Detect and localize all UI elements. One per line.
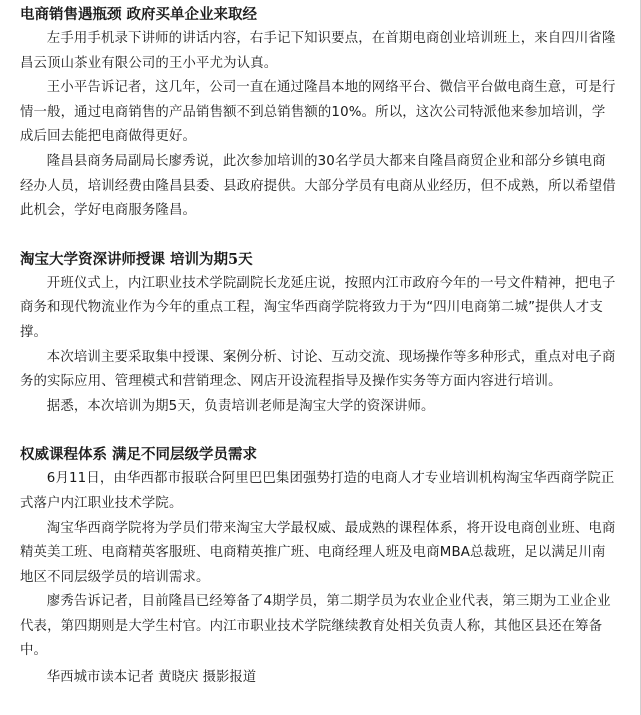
paragraph: 廖秀告诉记者，目前隆昌已经筹备了4期学员，第二期学员为农业企业代表，第三期为工业企业代表，第四期则是大学生村官。内江市职业技术学院继续教育处相关负责人称，其他区县还在筹备中。 [20,594,611,659]
section-spacer [20,419,618,443]
section-spacer [20,224,618,248]
section-2 [20,248,618,420]
section-3 [20,443,618,664]
paragraph: 隆昌县商务局副局长廖秀说，此次参加培训的30名学员大都来自隆昌商贸企业和部分乡镇电商经办人员，培训经费由隆昌县委、县政府提供。大部分学员有电商从业经历，但不成熟，所以希望借此机会，学好电商服务隆昌。 [20,153,616,219]
section-heading: 权威课程体系 满足不同层级学员需求 [20,446,258,464]
article-body [20,3,618,690]
paragraph: 6月11日，由华西都市报联合阿里巴巴集团强势打造的电商人才专业培训机构淘宝华西商学院正式落户内江职业技术学院。 [20,471,615,511]
section-1 [20,3,618,224]
byline: 华西城市读本记者 黄晓庆 摄影报道 [46,670,257,686]
section-heading: 淘宝大学资深讲师授课 培训为期5天 [20,250,253,268]
paragraph: 淘宝华西商学院将为学员们带来淘宝大学最权威、最成熟的课程体系，将开设电商创业班、电商精英美工班、电商精英客服班、电商精英推广班、电商经理人班及电商MBA总裁班，足以满足川南地区不同层级学员的培训需求。 [20,520,616,585]
paragraph: 据悉，本次培训为期5天，负责培训老师是淘宝大学的资深讲师。 [46,398,435,414]
paragraph: 王小平告诉记者，这几年，公司一直在通过隆昌本地的网络平台、微信平台做电商生意，可是行情一般，通过电商销售的产品销售额不到总销售额的10%。所以，这次公司特派他来参加培训，学成后回去能把电商做得更好。 [20,80,616,145]
paragraph: 左手用手机录下讲师的讲话内容，右手记下知识要点，在首期电商创业培训班上，来自四川省隆昌云顶山茶业有限公司的王小平尤为认真。 [20,31,616,71]
section-heading: 电商销售遇瓶颈 政府买单企业来取经 [20,6,258,23]
paragraph: 开班仪式上，内江职业技术学院副院长龙延庄说，按照内江市政府今年的一号文件精神，把电子商务和现代物流业作为今年的重点工程，淘宝华西商学院将致力于为“四川电商第二城”提供人才支撑。 [20,275,616,340]
paragraph: 本次培训主要采取集中授课、案例分析、讨论、互动交流、现场操作等多种形式，重点对电子商务的实际应用、管理模式和营销理念、网店开设流程指导及操作实务等方面内容进行培训。 [20,349,616,390]
